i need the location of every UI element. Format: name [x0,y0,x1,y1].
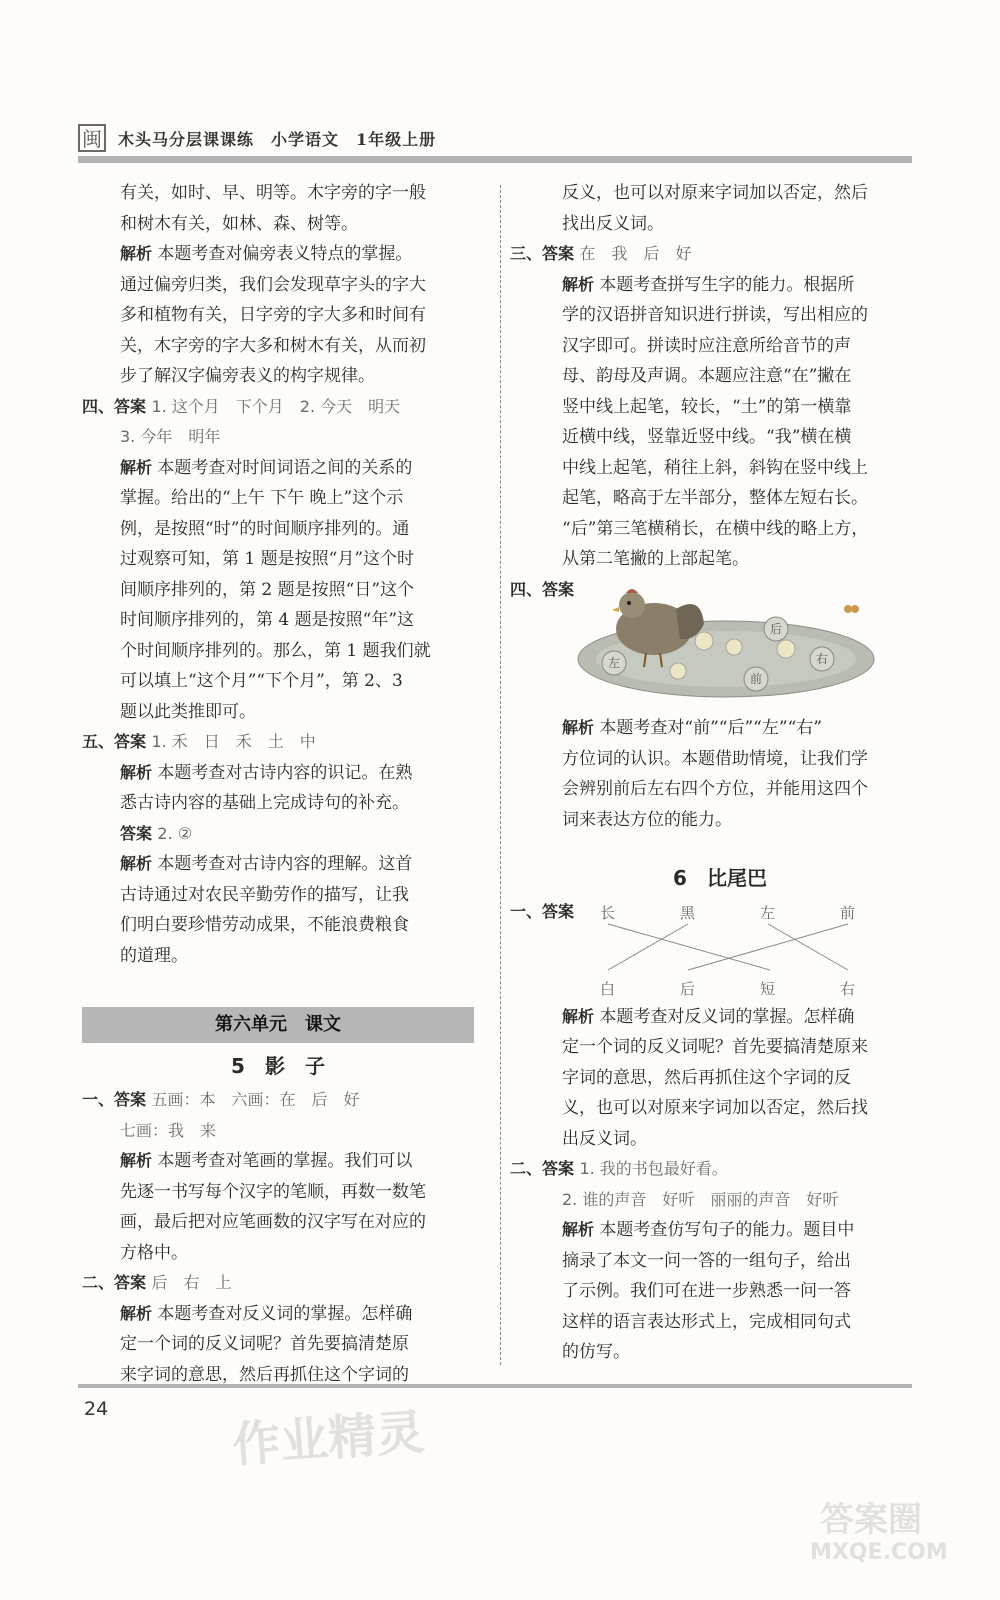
text-line: 从第二笔撇的上部起笔。 [562,549,749,569]
text-line: 找出反义词。 [562,213,664,234]
match-word-bottom: 后 [680,979,696,998]
analysis-para: 解析 本题考查对时间词语之间的关系的 [120,457,413,478]
text-line: 悉古诗内容的基础上完成诗句的补充。 [120,793,409,813]
match-word-top: 前 [840,903,856,922]
answer-line: 2. 谁的声音 好听 丽丽的声音 好听 [562,1189,839,1209]
label-right: 右 [815,652,829,666]
text-line: 出反义词。 [562,1128,647,1149]
analysis-para: 解析 本题考查对“前”“后”“左”“右” [562,718,822,738]
page-header [78,118,912,156]
text-line: 个时间顺序排列的。那么，第 1 题我们就 [120,640,431,661]
label-front: 前 [749,672,763,686]
analysis-label: 解析 [120,244,153,263]
watermark: 答案圈 [820,1500,922,1540]
text-line: 了示例。我们可在进一步熟悉一问一答 [562,1281,851,1301]
analysis-para: 解析 本题考查对反义词的掌握。怎样确 [562,1006,855,1027]
text-line: 们明白要珍惜劳动成果，不能浪费粮食 [120,915,409,935]
text-line: 画，最后把对应笔画数的汉字写在对应的 [120,1212,426,1232]
analysis-para: 解析 本题考查拼写生字的能力。根据所 [562,274,855,295]
text-line: 的仿写。 [562,1342,630,1362]
text-line: 多和植物有关，日字旁的字大多和时间有 [120,305,426,325]
text-line: 关，木字旁的字大多和树木有关，从而初 [120,335,426,356]
match-line [768,924,848,970]
text-line: 会辨别前后左右四个方位，并能用这四个 [562,779,868,799]
footer-rule [78,1384,912,1388]
match-word-bottom: 短 [760,979,776,998]
answer-line: 答案 2. ② [120,823,193,843]
text-line: 有关，如时、早、明等。木字旁的字一般 [120,183,426,203]
text-line: 词来表达方位的能力。 [562,809,732,830]
answer-line: 七画：我 来 [120,1120,217,1140]
match-line [608,924,770,970]
text-line: 掌握。给出的“上午 下午 晚上”这个示 [120,488,404,508]
text-line: 步了解汉字偏旁表义的构字规律。 [120,366,375,386]
text-line: 汉字即可。拼读时应注意所给音节的声 [562,335,851,356]
analysis-para: 解析 本题考查对反义词的掌握。怎样确 [120,1303,413,1324]
match-word-bottom: 右 [840,979,856,998]
match-word-top: 黑 [680,903,696,922]
book-title: 木头马分层课课练 小学语文 1年级上册 [118,130,437,149]
text-line: 过观察可知，第 1 题是按照“月”这个时 [120,549,415,569]
text-line: 母、韵母及声调。本题应注意“在”撇在 [562,366,852,386]
text-line: 反义，也可以对原来字词加以否定，然后 [562,183,868,203]
text-line: 义，也可以对原来字词加以否定，然后找 [562,1098,868,1118]
watermark: MXQE.COM [810,1540,948,1565]
text-line: 摘录了本文一问一答的一组句子，给出 [562,1250,851,1271]
text-line: 近横中线，竖靠近竖中线。“我”横在横 [562,427,852,447]
analysis-para: 解析 本题考查对偏旁表义特点的掌握。 [120,244,413,264]
text-line: 起笔，略高于左半部分，整体左短右长。 [562,488,868,508]
text-line: 这样的语言表达形式上，完成相同句式 [562,1311,851,1332]
question-3-answer: 三、答案 在 我 后 好 [510,244,692,263]
text-line: 中线上起笔，稍往上斜，斜钩在竖中线上 [562,457,868,478]
analysis-para: 解析 本题考查对笔画的掌握。我们可以 [120,1151,413,1171]
butterfly-icon [844,605,859,613]
match-word-bottom: 白 [600,979,616,998]
label-back: 后 [769,622,783,636]
unit-title-bar: 第六单元 课文 [82,1007,474,1043]
text-line: 通过偏旁归类，我们会发现草字头的字大 [120,274,426,295]
match-word-top: 长 [600,903,616,922]
text-line: 竖中线上起笔，较长，“土”的第一横靠 [562,396,852,417]
page-number: 24 [84,1398,109,1420]
text-line: 例，是按照“时”的时间顺序排列的。通 [120,518,410,539]
hen-chicks-scene [524,579,916,705]
analysis-para: 解析 本题考查对古诗内容的理解。这首 [120,854,413,874]
text-line: 可以填上“这个月”“下个月”，第 2、3 [120,671,403,691]
text-line: 学的汉语拼音知识进行拼读，写出相应的 [562,305,868,325]
text-line: 时间顺序排列的，第 4 题是按照“年”这 [120,610,415,630]
question-4-answer: 四、答案 1. 这个月 下个月 2. 今天 明天 [82,396,401,416]
text-line: 字词的意思，然后再抓住这个字词的反 [562,1067,851,1088]
text-line: 方格中。 [120,1242,188,1263]
watermark: 作业精灵 [230,1404,427,1474]
text-line: 方位词的认识。本题借助情境，让我们学 [562,748,868,769]
header-rule [78,156,912,163]
text-line: 题以此类推即可。 [120,701,256,722]
question-4-answer: 四、答案 [510,579,575,599]
left-column [82,178,474,1390]
text-line: 的道理。 [120,945,188,966]
text-line: 和树木有关，如林、森、树等。 [120,213,358,234]
analysis-para: 解析 本题考查对古诗内容的识记。在熟 [120,762,413,783]
text-line: “后”第三笔横稍长，在横中线的略上方， [562,518,869,539]
analysis-para: 解析 本题考查仿写句子的能力。题目中 [562,1220,855,1240]
province-badge: 闽 [78,124,106,152]
match-lines [592,920,912,980]
right-column [510,178,916,1368]
scene-illustration [576,579,876,705]
text-line: 来字词的意思，然后再抓住这个字词的 [120,1364,409,1385]
antonym-matching [562,898,856,1000]
match-line [608,924,688,970]
text-line: 先逐一书写每个汉字的笔顺，再数一数笔 [120,1181,426,1202]
column-divider [500,185,501,1365]
lesson-title: 6 比尾巴 [673,866,767,890]
lesson-title: 5 影 子 [231,1054,325,1078]
lesson6-q2-answer: 二、答案 1. 我的书包最好看。 [510,1159,728,1178]
match-line [688,924,848,970]
text-line: 定一个词的反义词呢？首先要搞清楚原 [120,1334,409,1354]
text-line: 定一个词的反义词呢？首先要搞清楚原来 [562,1037,868,1057]
text-line: 古诗通过对农民辛勤劳作的描写，让我 [120,884,409,905]
text-line: 间顺序排列的，第 2 题是按照“日”这个 [120,579,415,600]
answer-line: 3. 今年 明年 [120,427,221,446]
label-left: 左 [607,656,621,670]
lesson6-q1-answer: 一、答案 [510,902,575,921]
match-word-top: 左 [760,903,776,922]
lesson5-q1-answer: 一、答案 五画：本 六画：在 后 好 [82,1090,360,1109]
lesson5-q2-answer: 二、答案 后 右 上 [82,1273,232,1292]
question-5-answer: 五、答案 1. 禾 日 禾 土 中 [82,732,316,751]
